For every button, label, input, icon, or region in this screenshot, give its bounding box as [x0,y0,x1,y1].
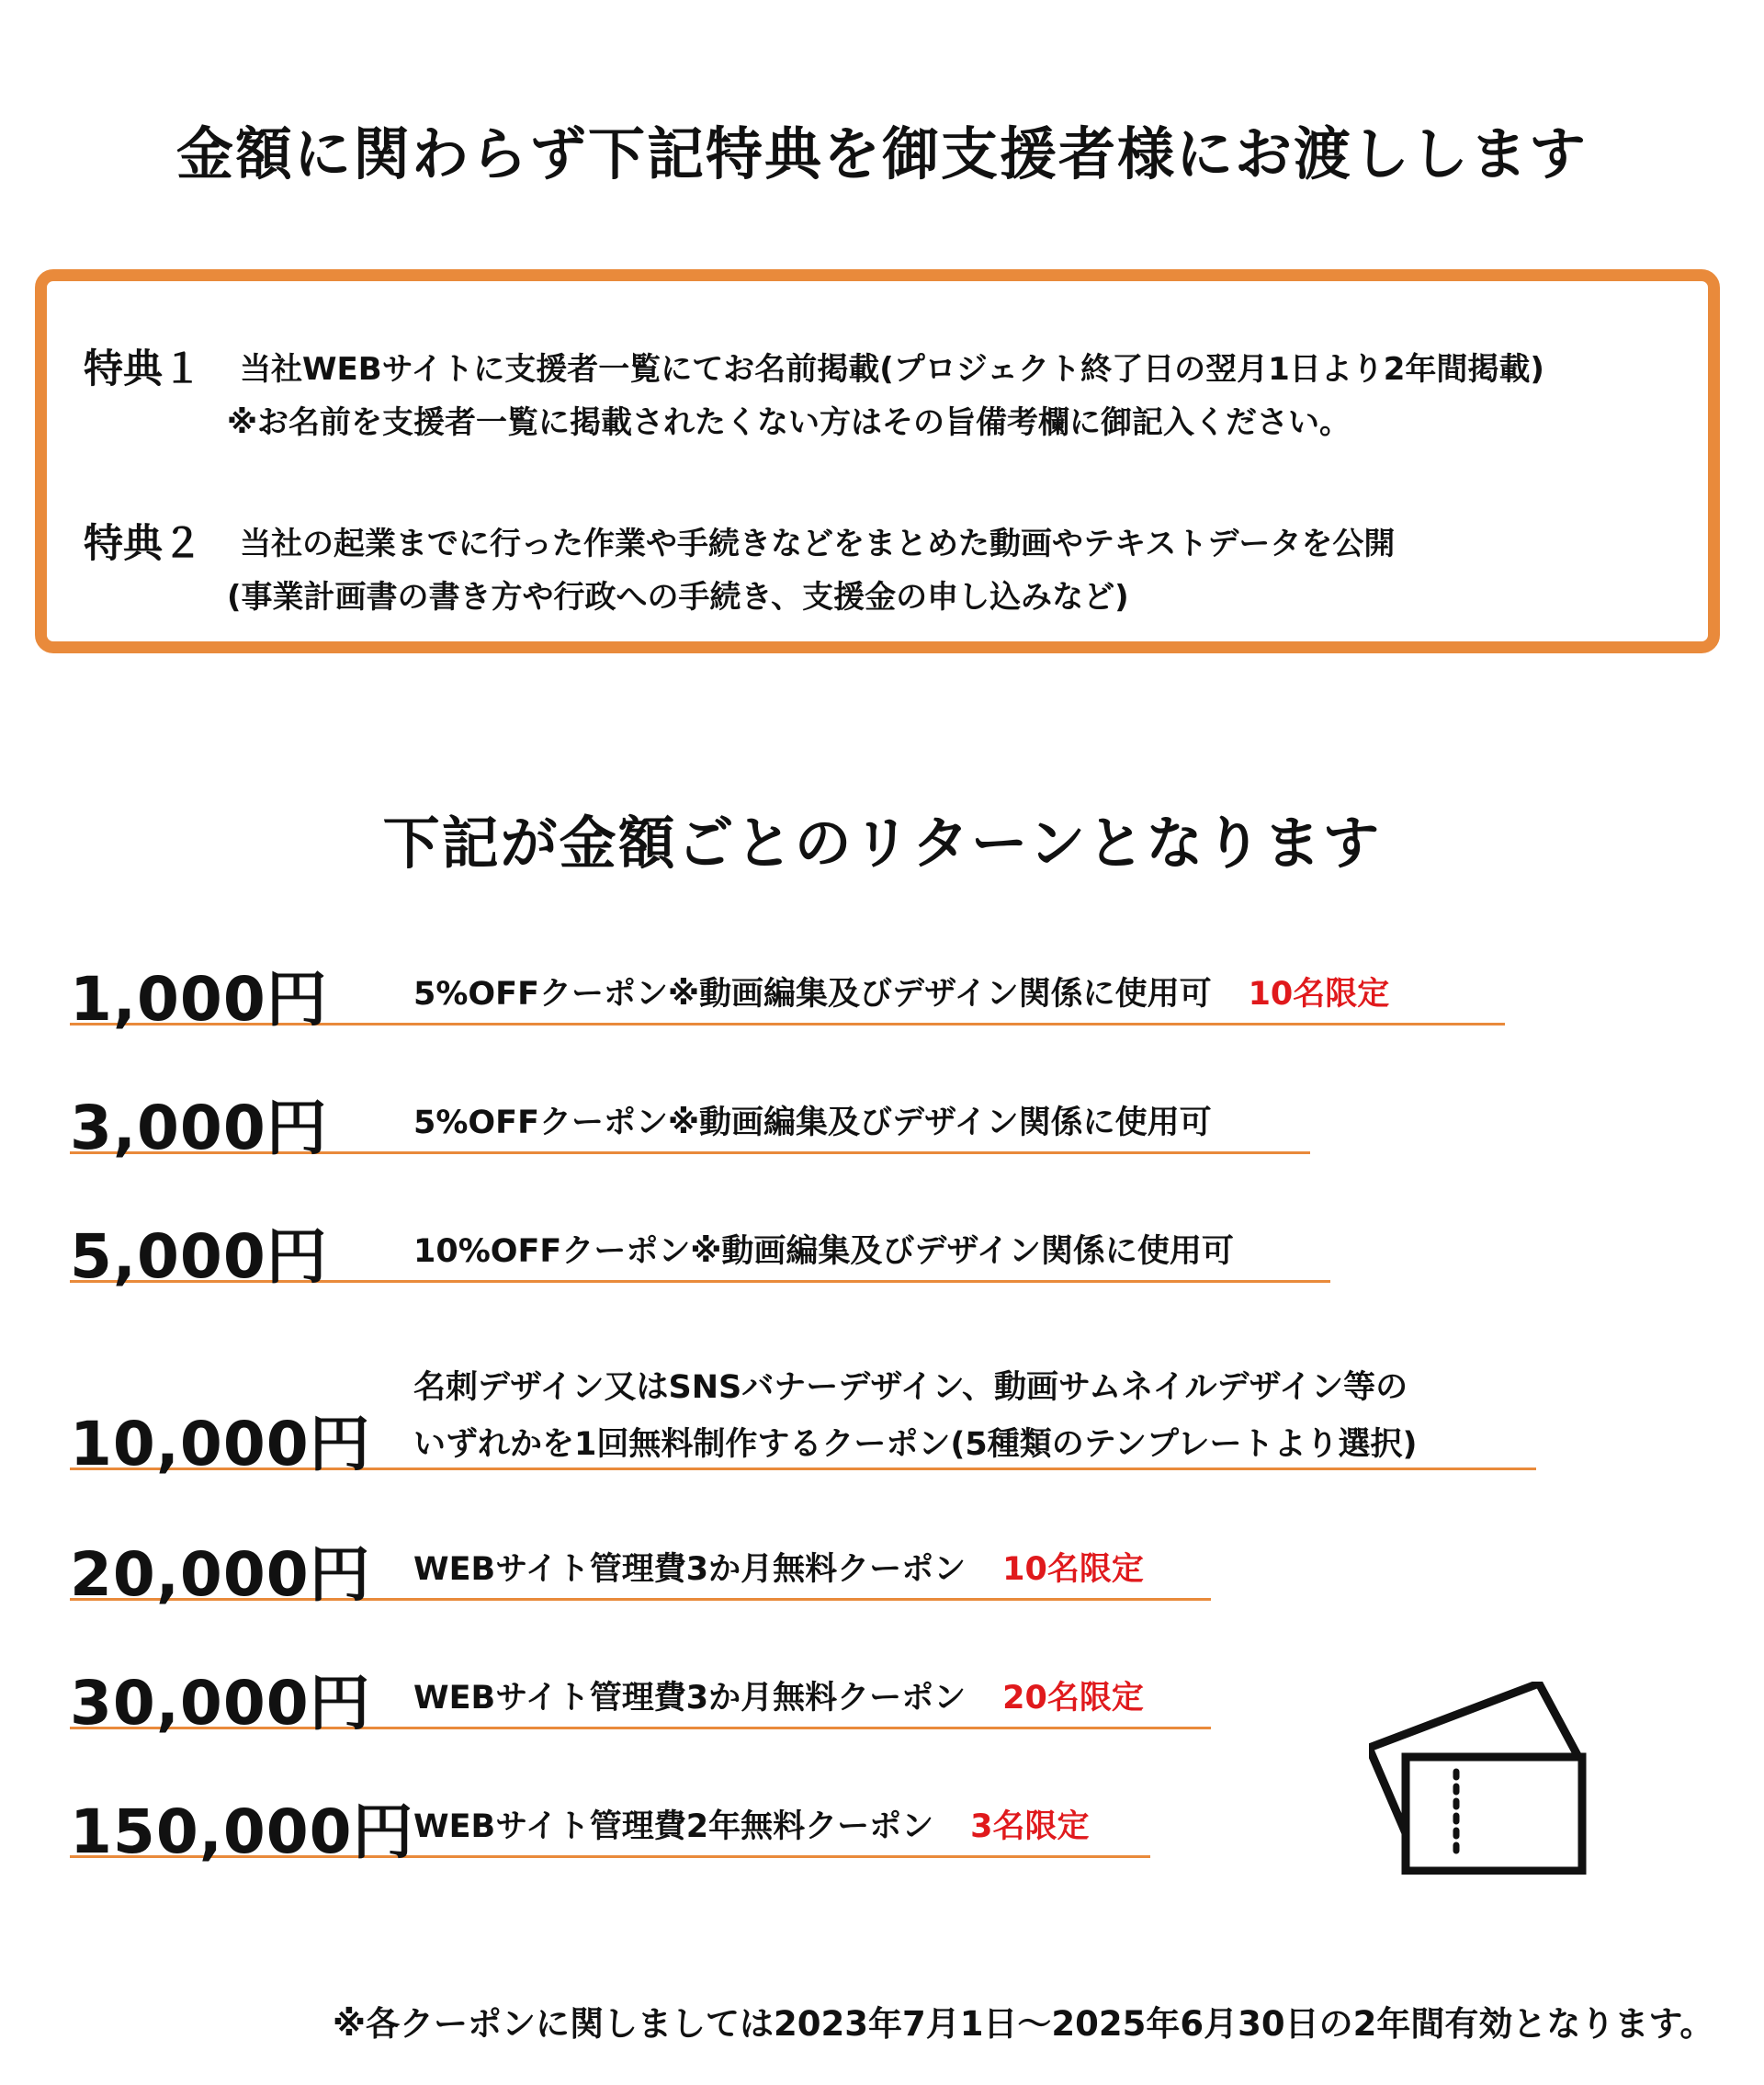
tier-limit: 10名限定 [1248,976,1390,1013]
benefit-1-line2: ※お名前を支援者一覧に掲載されたくない方はその旨備考欄に御記入ください。 [227,404,1351,441]
benefit-2-line1: 当社の起業までに行った作業や手続きなどをまとめた動画やテキストデータを公開 [240,526,1396,562]
tier-3000 [70,1075,1310,1163]
footnote: ※各クーポンに関しましては2023年7月1日～2025年6月30日の2年間有効となります。 [333,2004,1714,2044]
tier-30000 [70,1650,1211,1739]
tier-price: 20,000円 [70,1539,371,1610]
main-heading: 金額に関わらず下記特典を御支援者様にお渡しします [175,120,1588,187]
tier-price: 30,000円 [70,1668,371,1739]
tier-5000 [70,1204,1330,1292]
ticket-icon [1369,1682,1589,1875]
tier-limit: 10名限定 [1002,1551,1144,1588]
tier-description [413,1362,1408,1408]
tier-price: 150,000円 [70,1796,414,1867]
tier-10000 [70,1351,1536,1479]
tier-description-text: WEBサイト管理費3か月無料クーポン [413,1551,967,1588]
tier-description [413,1097,1212,1143]
returns-heading: 下記が金額ごとのリターンとなります [382,810,1382,877]
tier-description [413,1226,1234,1272]
tier-description-text: 5%OFFクーポン※動画編集及びデザイン関係に使用可 [413,1105,1212,1141]
benefit-1-label: 特典１ [84,346,202,392]
tier-limit: 20名限定 [1002,1680,1144,1717]
tier-description-text: 名刺デザイン又はSNSバナーデザイン、動画サムネイルデザイン等の [413,1369,1408,1406]
tier-150000 [70,1779,1150,1867]
tier-description [413,969,1389,1014]
tier-price: 5,000円 [70,1221,328,1292]
benefit-2-line2: (事業計画書の書き方や行政への手続き、支援金の申し込みなど) [227,579,1129,616]
tier-description [413,1544,1144,1590]
tier-1000 [70,946,1505,1035]
tier-description-text-2: いずれかを1回無料制作するクーポン(5種類のテンプレートより選択) [413,1426,1418,1463]
tier-description-line2 [413,1419,1418,1465]
tier-price: 3,000円 [70,1093,328,1163]
tier-description-text: WEBサイト管理費2年無料クーポン [413,1808,934,1845]
tier-description [413,1801,1089,1847]
tier-description-text: 5%OFFクーポン※動画編集及びデザイン関係に使用可 [413,976,1212,1013]
tier-description-text: 10%OFFクーポン※動画編集及びデザイン関係に使用可 [413,1233,1234,1270]
benefits-box [35,269,1720,653]
tier-limit: 3名限定 [970,1808,1090,1845]
tier-description-text: WEBサイト管理費3か月無料クーポン [413,1680,967,1717]
tier-price: 1,000円 [70,964,328,1035]
benefit-1-line1: 当社WEBサイトに支援者一覧にてお名前掲載(プロジェクト終了日の翌月1日より2年間掲載) [240,351,1544,388]
benefit-2-label: 特典２ [84,521,202,567]
tier-description [413,1672,1144,1718]
tier-20000 [70,1522,1211,1610]
tier-price: 10,000円 [70,1409,371,1479]
